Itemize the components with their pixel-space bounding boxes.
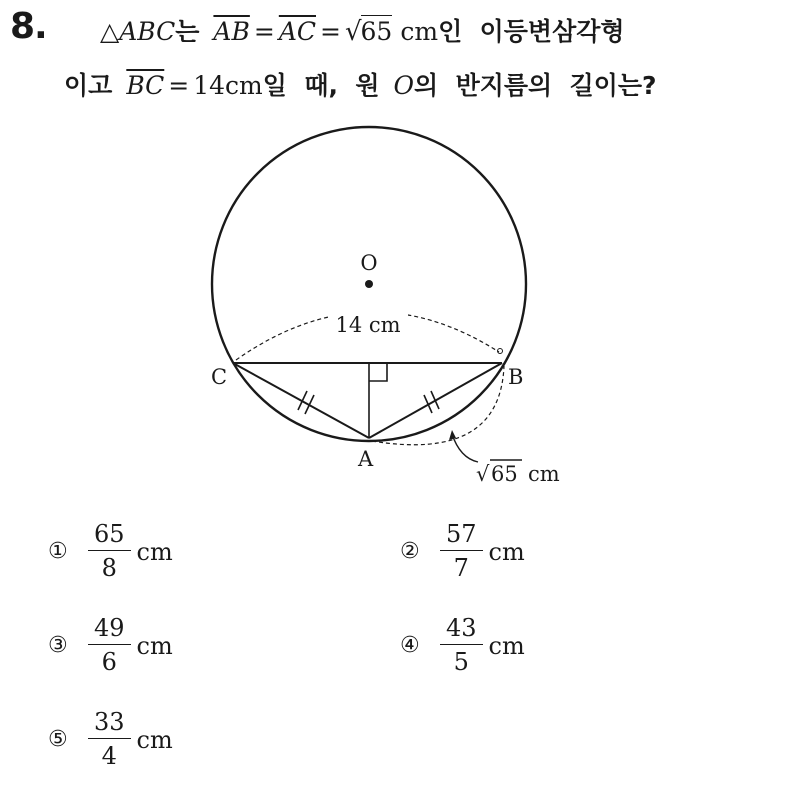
choice-1[interactable] — [48, 520, 173, 583]
unit-text: cm — [136, 725, 173, 754]
right-angle-mark — [369, 363, 387, 381]
question-text: 일 때, 원 — [262, 71, 380, 100]
denominator: 6 — [101, 648, 117, 676]
sqrt-sign: √ — [344, 17, 362, 47]
numerator: 49 — [88, 614, 131, 645]
denominator: 7 — [453, 554, 469, 582]
numerator: 43 — [440, 614, 483, 645]
choice-marker: ② — [400, 539, 420, 564]
length-value: 14 — [193, 71, 226, 100]
question-text: 의 반지름의 길이는? — [414, 71, 657, 100]
equals-sign: = — [168, 71, 190, 100]
numerator: 57 — [440, 520, 483, 551]
question-text: 이고 — [64, 71, 113, 100]
unit-text: cm — [400, 17, 439, 46]
denominator: 4 — [101, 742, 117, 770]
fraction — [440, 614, 483, 677]
particle-text: 는 — [175, 17, 200, 46]
segment-ac: $\overline{AC}$ — [278, 17, 316, 46]
choice-marker: ⑤ — [48, 727, 68, 752]
unit-text: cm — [136, 537, 173, 566]
choice-2[interactable] — [400, 520, 525, 583]
circle-name: O — [393, 71, 415, 100]
segment-bc: $\overline{BC}$ — [126, 71, 165, 100]
denominator: 8 — [101, 554, 117, 582]
numerator: 33 — [88, 708, 131, 739]
fraction — [88, 520, 131, 583]
base-length-label: 14 cm — [335, 313, 401, 337]
side-sqrt-sign: √ — [476, 462, 490, 486]
equals-sign: = — [253, 17, 275, 46]
triangle-name: ABC — [119, 17, 176, 46]
side-length-unit: cm — [528, 462, 560, 486]
unit-text: cm — [225, 71, 263, 100]
side-sqrt-value: 65 — [491, 462, 518, 486]
fraction — [88, 614, 131, 677]
center-point — [365, 280, 373, 288]
center-label: O — [360, 251, 378, 275]
question-text: 인 이등변삼각형 — [438, 17, 625, 46]
fraction — [88, 708, 131, 771]
equals-sign: = — [320, 17, 341, 46]
unit-text: cm — [136, 631, 173, 660]
question-number: 8. — [10, 6, 47, 47]
vertex-c-label: C — [211, 365, 228, 389]
vertex-b-label: B — [508, 365, 524, 389]
unit-text: cm — [488, 631, 525, 660]
choice-marker: ① — [48, 539, 68, 564]
choice-marker: ③ — [48, 633, 68, 658]
triangle-symbol: △ — [100, 17, 120, 46]
unit-text: cm — [488, 537, 525, 566]
sqrt-value: 65 — [360, 17, 393, 46]
fraction — [440, 520, 483, 583]
choice-3[interactable] — [48, 614, 173, 677]
leader-arrowhead — [449, 430, 456, 440]
choice-5[interactable] — [48, 708, 173, 771]
denominator: 5 — [453, 648, 469, 676]
choice-marker: ④ — [400, 633, 420, 658]
vertex-a-label: A — [358, 447, 374, 471]
segment-ab: $\overline{AB}$ — [213, 17, 250, 46]
choice-4[interactable] — [400, 614, 525, 677]
numerator: 65 — [88, 520, 131, 551]
